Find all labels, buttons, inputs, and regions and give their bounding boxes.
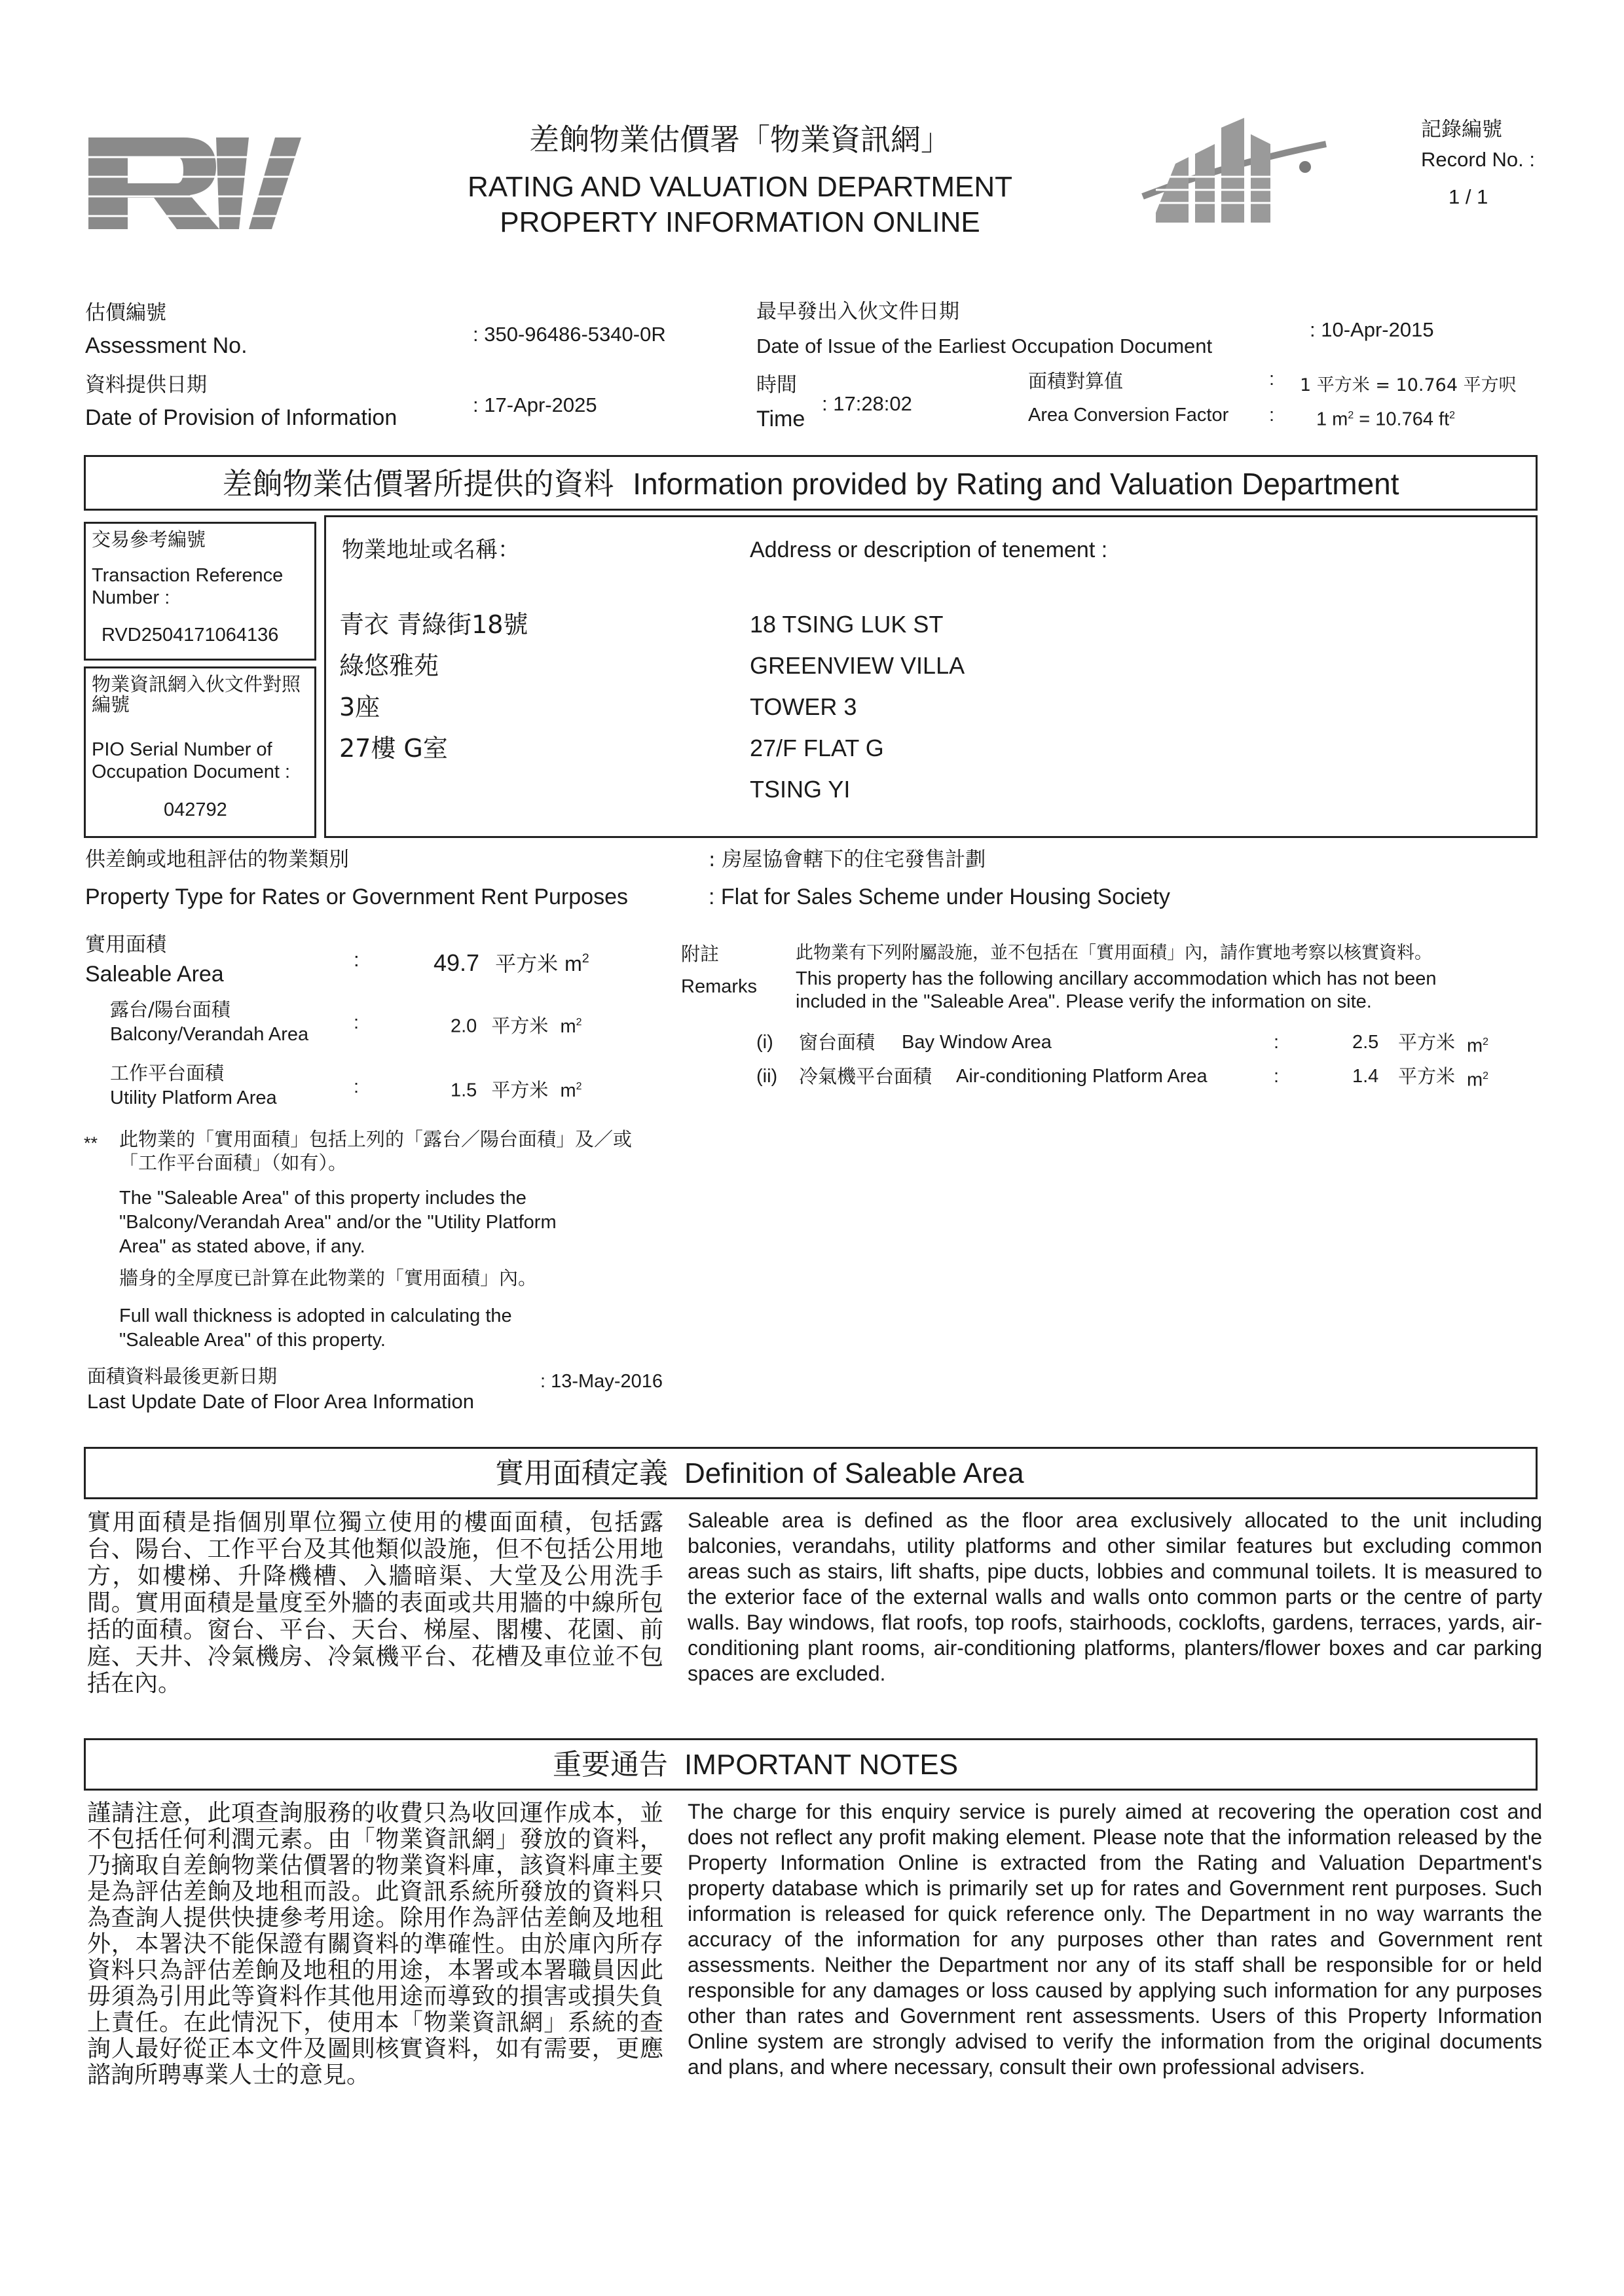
notes-text-en: The charge for this enquiry service is purely aimed at recovering the operation cost and does not reflect any profit making element. Please note that the information released by the Property Information Online is extracted from the Rating and Valuation Department's property database which is primarily set up for rates and Government rent purposes. Such information is released for quick reference only. The Department in no way warrants the accuracy of the information for any purposes other than rates and Government rent assessments. Neither the Department nor any of its staff shall be responsible for or held responsible for any damages or loss caused by applying such information for any purposes other than rates and Government rent assessments. Users of this Property Information Online system are strongly advised to verify the information from the original documents and plans, and where necessary, consult their own professional advisers.	[688, 1800, 1542, 2079]
record-no-value: 1 / 1	[1449, 185, 1488, 208]
saleable-unit-zh: 平方米	[495, 951, 559, 976]
saleable-value	[434, 945, 589, 977]
record-no-zh: 記錄編號	[1421, 118, 1502, 141]
remark-item-index: (ii)	[756, 1066, 778, 1087]
remark-item-unit-zh: 平方米	[1398, 1065, 1456, 1087]
address-zh-line: 綠悠雅苑	[339, 651, 439, 680]
pio-logo	[1130, 118, 1333, 229]
remark-item	[756, 1065, 1542, 1091]
remark-item-colon: :	[1274, 1066, 1280, 1087]
balcony-unit-m: m	[560, 1015, 576, 1037]
info-heading-zh: 差餉物業估價署所提供的資料	[222, 466, 614, 501]
time-label-en: Time	[756, 407, 805, 431]
balcony-colon: :	[354, 1012, 360, 1033]
utility-unit-sup: 2	[576, 1081, 582, 1092]
time-label-zh: 時間	[756, 373, 797, 397]
remark-item-zh: 窗台面積	[799, 1031, 876, 1053]
address-en	[750, 609, 965, 815]
property-type-value-zh: : 房屋協會轄下的住宅發售計劃	[709, 848, 986, 871]
occupation-label-en: Date of Issue of the Earliest Occupation Document	[756, 335, 1213, 357]
remark-item-unit-zh: 平方米	[1398, 1031, 1456, 1053]
info-heading	[84, 466, 1538, 501]
provision-label-zh: 資料提供日期	[85, 373, 207, 397]
balcony-value	[451, 1011, 582, 1038]
saleable-colon: :	[354, 948, 360, 971]
ref-label-en: Transaction Reference Number :	[92, 565, 284, 608]
remark-item-en: Bay Window Area	[902, 1032, 1052, 1053]
utility-number: 1.5	[451, 1080, 477, 1101]
address-en-line: TSING YI	[750, 776, 851, 803]
balcony-unit-zh: 平方米	[491, 1014, 549, 1037]
address-en-line: 18 TSING LUK ST	[750, 611, 944, 638]
conv-label-en: Area Conversion Factor	[1028, 405, 1229, 426]
rv-logo	[85, 131, 301, 236]
address-zh-line: 27樓 G室	[339, 734, 448, 763]
ref-value: RVD2504171064136	[101, 625, 279, 646]
property-type-value-en: : Flat for Sales Scheme under Housing Society	[709, 884, 1170, 909]
conv-value-zh: 1 平方米 = 10.764 平方呎	[1300, 375, 1517, 395]
utility-label-zh: 工作平台面積	[110, 1062, 225, 1084]
conv-m: 1 m	[1316, 409, 1348, 430]
notes-heading-zh: 重要通告	[553, 1748, 668, 1781]
remark-item-unit	[1467, 1065, 1488, 1091]
conv-value-en	[1316, 405, 1455, 431]
remarks-label-en: Remarks	[681, 976, 758, 997]
remark-item-unit-m: m	[1467, 1069, 1483, 1091]
definition-heading-en: Definition of Saleable Area	[684, 1457, 1024, 1489]
remark-item-unit-m: m	[1467, 1035, 1483, 1057]
note-star: **	[84, 1133, 98, 1153]
address-label-zh: 物業地址或名稱：	[342, 537, 520, 563]
utility-label-en: Utility Platform Area	[110, 1087, 277, 1108]
pio-value: 042792	[164, 799, 227, 820]
update-label-en: Last Update Date of Floor Area Information	[87, 1390, 475, 1413]
remark-item-unit-sup: 2	[1483, 1036, 1489, 1048]
assessment-label-zh: 估價編號	[85, 301, 166, 325]
conv-ft: = 10.764 ft	[1354, 409, 1450, 430]
balcony-number: 2.0	[451, 1015, 477, 1037]
definition-heading-zh: 實用面積定義	[495, 1457, 668, 1490]
title-en-2: PROPERTY INFORMATION ONLINE	[500, 206, 980, 238]
remark-item-value: 1.4	[1352, 1066, 1379, 1087]
definition-text-en: Saleable area is defined as the floor area exclusively allocated to the unit including balconies, verandahs, utility platforms and other similar features but excluding common areas such as stairs, lift shafts, pipe ducts, lobbies and communal toilets. It is measured to the exterior face of the external walls and walls onto common parts or the centre of party walls. Bay windows, flat roofs, top roofs, stairhoods, cocklofts, gardens, terraces, yards, air-conditioning plant rooms, air-conditioning platforms, planters/flower boxes and car parking spaces are excluded.	[688, 1508, 1542, 1685]
notes-text-zh: 謹請注意，此項查詢服務的收費只為收回運作成本，並不包括任何利潤元素。由「物業資訊網」發放的資料，乃摘取自差餉物業估價署的物業資料庫，該資料庫主要是為評估差餉及地租而設。此資訊系統所發放的資料只為查詢人提供快捷參考用途。除用作為評估差餉及地租外，本署決不能保證有關資料的準確性。由於庫內所存資料只為評估差餉及地租的用途，本署或本署職員因此毋須為引用此等資料作其他用途而導致的損害或損失負上責任。在此情況下，使用本「物業資訊網」系統的查詢人最好從正本文件及圖則核實資料，如有需要，更應諮詢所聘專業人士的意見。	[87, 1800, 663, 2088]
conv-label-zh: 面積對算值	[1028, 370, 1124, 392]
balcony-unit-sup: 2	[576, 1017, 582, 1028]
time-value: : 17:28:02	[822, 392, 912, 415]
remark-item-value: 2.5	[1352, 1032, 1379, 1053]
saleable-label-zh: 實用面積	[85, 933, 166, 957]
title-en-1: RATING AND VALUATION DEPARTMENT	[467, 171, 1013, 203]
remark-item-zh: 冷氣機平台面積	[799, 1065, 932, 1087]
address-label-en: Address or description of tenement :	[750, 538, 1108, 562]
assessment-value: : 350-96486-5340-0R	[473, 323, 666, 346]
utility-unit-zh: 平方米	[491, 1078, 549, 1101]
assessment-label-en: Assessment No.	[85, 333, 248, 358]
provision-label-en: Date of Provision of Information	[85, 405, 397, 430]
pio-label-zh: 物業資訊網入伙文件對照編號	[92, 673, 301, 716]
note-zh: 此物業的「實用面積」包括上列的「露台／陽台面積」及／或「工作平台面積」（如有）。	[119, 1128, 633, 1174]
occupation-label-zh: 最早發出入伙文件日期	[756, 300, 959, 323]
conv-m-sup: 2	[1348, 410, 1354, 421]
balcony-label-en: Balcony/Verandah Area	[110, 1024, 309, 1045]
address-zh-line: 青衣 青綠街18號	[339, 610, 528, 639]
property-type-label-en: Property Type for Rates or Government Rent Purposes	[85, 884, 628, 909]
conv-colon-1: :	[1269, 369, 1275, 390]
record-no-en: Record No. :	[1421, 148, 1536, 171]
address-zh-line: 3座	[339, 693, 380, 721]
saleable-number: 49.7	[434, 949, 480, 976]
info-heading-en: Information provided by Rating and Valuation Department	[633, 467, 1399, 501]
utility-unit-m: m	[560, 1080, 576, 1101]
note-en: The "Saleable Area" of this property includes the "Balcony/Verandah Area" and/or the "Utility Platform Area" as stated above, if any.	[119, 1188, 557, 1257]
conv-ft-sup: 2	[1449, 410, 1456, 421]
remarks-text-en: This property has the following ancillary accommodation which has not been included in the "Saleable Area". Please verify the information on site.	[796, 968, 1437, 1012]
pio-label-en: PIO Serial Number of Occupation Document :	[92, 739, 291, 782]
remark-item-colon: :	[1274, 1032, 1280, 1053]
balcony-label-zh: 露台/陽台面積	[110, 998, 231, 1021]
notes-heading-en: IMPORTANT NOTES	[684, 1749, 959, 1781]
remarks-label-zh: 附註	[681, 943, 720, 965]
wall-zh: 牆身的全厚度已計算在此物業的「實用面積」內。	[119, 1267, 538, 1289]
remark-item	[756, 1031, 1542, 1057]
update-label-zh: 面積資料最後更新日期	[87, 1365, 278, 1387]
wall-en: Full wall thickness is adopted in calculating the "Saleable Area" of this property.	[119, 1305, 512, 1351]
remark-item-index: (i)	[756, 1032, 773, 1053]
utility-colon: :	[354, 1076, 360, 1097]
saleable-unit-m: m	[564, 952, 582, 975]
address-zh	[339, 609, 528, 774]
saleable-unit-sup: 2	[581, 951, 589, 966]
provision-value: : 17-Apr-2025	[473, 393, 597, 416]
address-en-line: 27/F FLAT G	[750, 735, 884, 761]
remark-item-unit	[1467, 1031, 1488, 1057]
remark-item-unit-sup: 2	[1483, 1070, 1489, 1082]
remark-item-en: Air-conditioning Platform Area	[956, 1066, 1208, 1087]
remarks-text-zh: 此物業有下列附屬設施，並不包括在「實用面積」內，請作實地考察以核實資料。	[796, 943, 1432, 963]
update-value: : 13-May-2016	[540, 1371, 663, 1392]
address-en-line: GREENVIEW VILLA	[750, 652, 965, 679]
definition-text-zh: 實用面積是指個別單位獨立使用的樓面面積，包括露台、陽台、工作平台及其他類似設施，但不包括公用地方，如樓梯、升降機槽、入牆暗渠、大堂及公用洗手間。實用面積是量度至外牆的表面或共用牆的中線所包括的面積。窗台、平台、天台、梯屋、閣樓、花園、前庭、天井、冷氣機房、冷氣機平台、花槽及車位並不包括在內。	[87, 1509, 663, 1697]
title-zh: 差餉物業估價署「物業資訊網」	[529, 122, 951, 157]
conv-colon-2: :	[1269, 405, 1275, 426]
occupation-value: : 10-Apr-2015	[1310, 318, 1434, 341]
property-type-label-zh: 供差餉或地租評估的物業類別	[85, 848, 349, 871]
saleable-label-en: Saleable Area	[85, 962, 224, 987]
ref-label-zh: 交易參考編號	[92, 528, 206, 551]
utility-value	[451, 1076, 582, 1102]
address-en-line: TOWER 3	[750, 693, 857, 720]
